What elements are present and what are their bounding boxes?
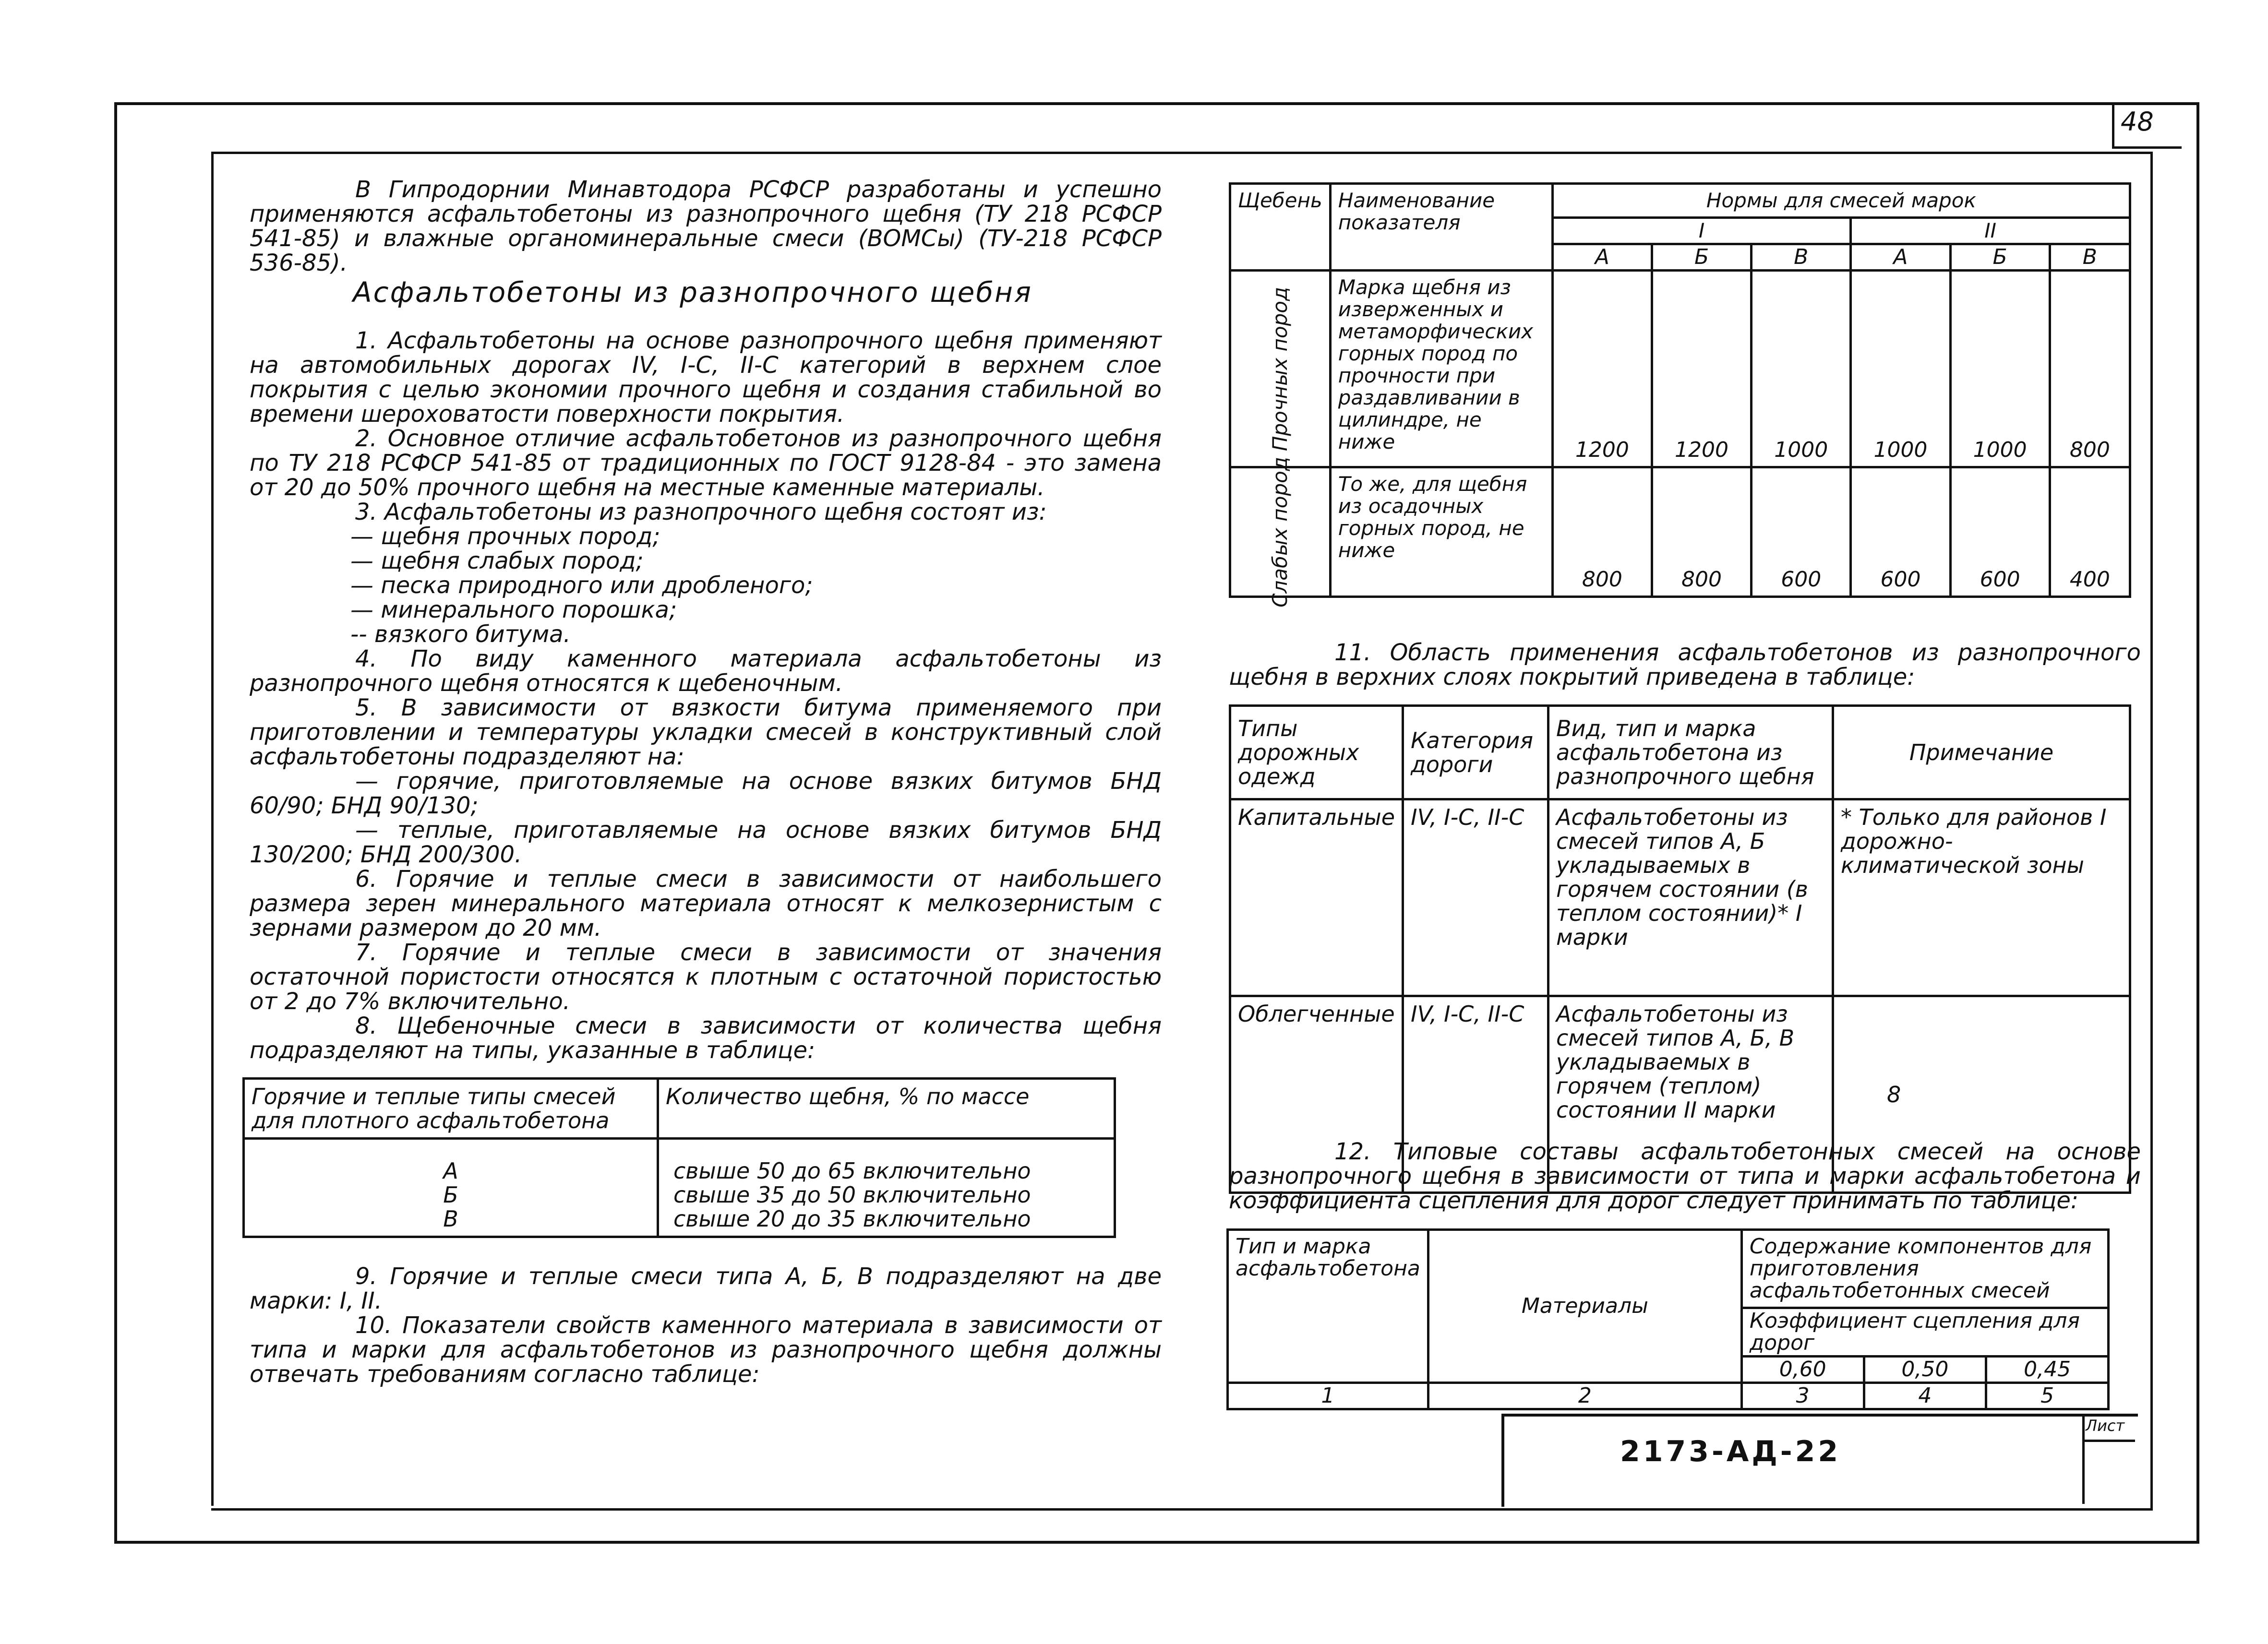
list-item: — щебня прочных пород; [350,523,660,550]
paragraph-6: 6. Горячие и теплые смеси в зависимости от наибольшего размера зерен минерального материала относят к мелкозернистым с зернами размером до 20 мм. [250,866,1162,941]
table-cell: 800 [1652,467,1751,597]
stone-norms-table [1229,182,2131,608]
composition-table [1226,1228,2110,1410]
table-cell: 800 [1552,467,1652,597]
table-cell: 600 [1851,467,1950,597]
column-number: 1 [1228,1383,1428,1409]
table-header: Категория дороги [1403,706,1548,799]
paragraph-1: 1. Асфальтобетоны на основе разнопрочного щебня применяют на автомобильных дорогах IV, I-С, II-С категорий в верхнем слое покрытия с целью экономии прочного щебня и создания стабильной во времени шероховатости поверхности покрытия. [250,327,1162,428]
qty-v: свыше 20 до 35 включительно [673,1206,1031,1232]
section-heading: Асфальтобетоны из разнопрочного щебня [353,276,1032,309]
table-cell: 600 [1752,467,1851,597]
sheet-cell-divider [2082,1440,2135,1442]
table-cell: 8 [1833,996,2130,1193]
table-cell: Асфальтобетоны из смесей типов А, Б укладываемых в горячем состоянии (в теплом состоянии)* I марки [1548,799,1833,996]
table-header: Содержание компонентов для приготовления асфальтобетонных смесей [1741,1230,2108,1308]
paragraph-9: 9. Горячие и теплые смеси типа А, Б, В подразделяют на две марки: I, II. [250,1263,1162,1314]
column-number: 4 [1864,1383,1986,1409]
table-header: Б [1950,244,2050,271]
table-header: 0,45 [1986,1357,2109,1383]
document-code: 2173-АД-22 [1620,1435,1841,1468]
table-cell: * Только для районов I дорожно-климатической зоны [1833,799,2130,996]
list-item: — щебня слабых пород; [350,548,644,574]
column-number: 2 [1428,1383,1741,1409]
table-header: А [1552,244,1652,271]
row-group-label: Прочных пород [1268,286,1292,451]
column-number: 3 [1741,1383,1864,1409]
table-header: Материалы [1428,1230,1741,1383]
table-header: В [1752,244,1851,271]
table-cell: 1000 [1752,271,1851,467]
table-header: 0,50 [1864,1357,1986,1383]
table-header: Б [1652,244,1751,271]
qty-b: свыше 35 до 50 включительно [673,1182,1031,1208]
table-cell: IV, I-С, II-С [1403,799,1548,996]
page-number: 48 [2121,107,2154,137]
table-header: Горячие и теплые типы смесей для плотного асфальтобетона [244,1079,658,1139]
table-cell: 1200 [1652,271,1751,467]
application-area-table [1229,704,2131,1194]
sheet-inner-frame-left [211,152,214,1506]
table-header: Нормы для смесей марок [1552,184,2130,218]
paragraph-11-text: 11. Область применения асфальтобетонов из разнопрочного щебня в верхних слоях покрытий приведена в таблице: [1229,639,2141,691]
table-header: Вид, тип и марка асфальтобетона из разнопрочного щебня [1548,706,1833,799]
type-b: Б [443,1182,458,1208]
table-cell: Капитальные [1230,799,1403,996]
table-header: Тип и марка асфальтобетона [1228,1230,1428,1383]
table-cell [244,1139,658,1237]
list-item: -- вязкого битума. [350,621,571,648]
table-header: Наименование показателя [1330,184,1552,271]
table-header: Количество щебня, % по массе [658,1079,1115,1139]
table-cell [1230,456,1331,608]
paragraph-11 [1229,641,2141,690]
table-cell: 1000 [1950,271,2050,467]
table-cell: Асфальтобетоны из смесей типов А, Б, В укладываемых в горячем (теплом) состоянии II марки [1548,996,1833,1193]
paragraph-12 [1229,1140,2141,1213]
table-cell: 1200 [1552,271,1652,467]
left-column-body [250,329,1162,1063]
qty-a: свыше 50 до 65 включительно [673,1158,1031,1184]
table-cell: Марка щебня из изверженных и метаморфических горных пород по прочности при раздавливании в цилиндре, не ниже [1330,271,1552,467]
table-header: Примечание [1833,706,2130,799]
table-header: Типы дорожных одежд [1230,706,1403,799]
list-item: — минерального порошка; [350,596,677,623]
paragraph-7: 7. Горячие и теплые смеси в зависимости от значения остаточной пористости относятся к плотным с остаточной пористостью от 2 до 7% включительно. [250,939,1162,1015]
table-header: Коэффициент сцепления для дорог [1741,1308,2108,1357]
table-cell [658,1139,1115,1237]
table-cell: 400 [2050,467,2130,597]
table-header: Щебень [1230,184,1331,271]
left-column [250,178,1162,275]
paragraph-5: 5. В зависимости от вязкости битума применяемого при приготовлении и температуры укладки смесей в конструктивный слой асфальтобетоны подразделяют на: [250,694,1162,770]
composition-list [250,524,1162,647]
paragraph-10: 10. Показатели свойств каменного материала в зависимости от типа и марки для асфальтобетонов из разнопрочного щебня должны отвечать требованиям согласно таблице: [250,1312,1162,1388]
table-cell: 800 [2050,271,2130,467]
table-cell: То же, для щебня из осадочных горных пород, не ниже [1330,467,1552,597]
paragraph-8: 8. Щебеночные смеси в зависимости от количества щебня подразделяют на типы, указанные в таблице: [250,1013,1162,1064]
type-v: В [443,1206,458,1232]
intro-paragraph: В Гипродорнии Минавтодора РСФСР разработаны и успешно применяются асфальтобетоны из разнопрочного щебня (ТУ 218 РСФСР 541-85) и влажные органоминеральные смеси (ВОМСы) (ТУ-218 РСФСР 536-85). [250,176,1162,276]
paragraph-12-text: 12. Типовые составы асфальтобетонных смесей на основе разнопрочного щебня в зависимости от типа и марки асфальтобетона и коэффициента сцепления для дорог следует принимать по таблице: [1229,1138,2141,1214]
paragraph-5a: — горячие, приготовляемые на основе вязких битумов БНД 60/90; БНД 90/130; [250,768,1162,819]
type-a: А [443,1158,458,1184]
row-group-label: Слабых пород [1268,456,1292,608]
table-cell: 600 [1950,467,2050,597]
column-number: 5 [1986,1383,2109,1409]
table-header: I [1552,218,1851,244]
table-header: А [1851,244,1950,271]
mix-types-table [242,1077,1116,1238]
paragraph-2: 2. Основное отличие асфальтобетонов из разнопрочного щебня по ТУ 218 РСФСР 541-85 от традиционных по ГОСТ 9128-84 - это замена от 20 до 50% прочного щебня на местные каменные материалы. [250,425,1162,501]
paragraph-3: 3. Асфальтобетоны из разнопрочного щебня состоят из: [355,499,1047,525]
table-cell: IV, I-С, II-С [1403,996,1548,1193]
table-cell [1230,271,1331,467]
table-header: В [2050,244,2130,271]
table-cell: Облегченные [1230,996,1403,1193]
paragraph-5b: — теплые, приготавляемые на основе вязких битумов БНД 130/200; БНД 200/300. [250,817,1162,868]
table-cell: 1000 [1851,271,1950,467]
list-item: — песка природного или дробленого; [350,572,813,599]
left-column-bottom [250,1264,1162,1387]
sheet-label: Лист [2086,1417,2125,1435]
table-header: II [1851,218,2130,244]
paragraph-4: 4. По виду каменного материала асфальтобетоны из разнопрочного щебня относятся к щебеночным. [250,645,1162,697]
table-header: 0,60 [1741,1357,1864,1383]
